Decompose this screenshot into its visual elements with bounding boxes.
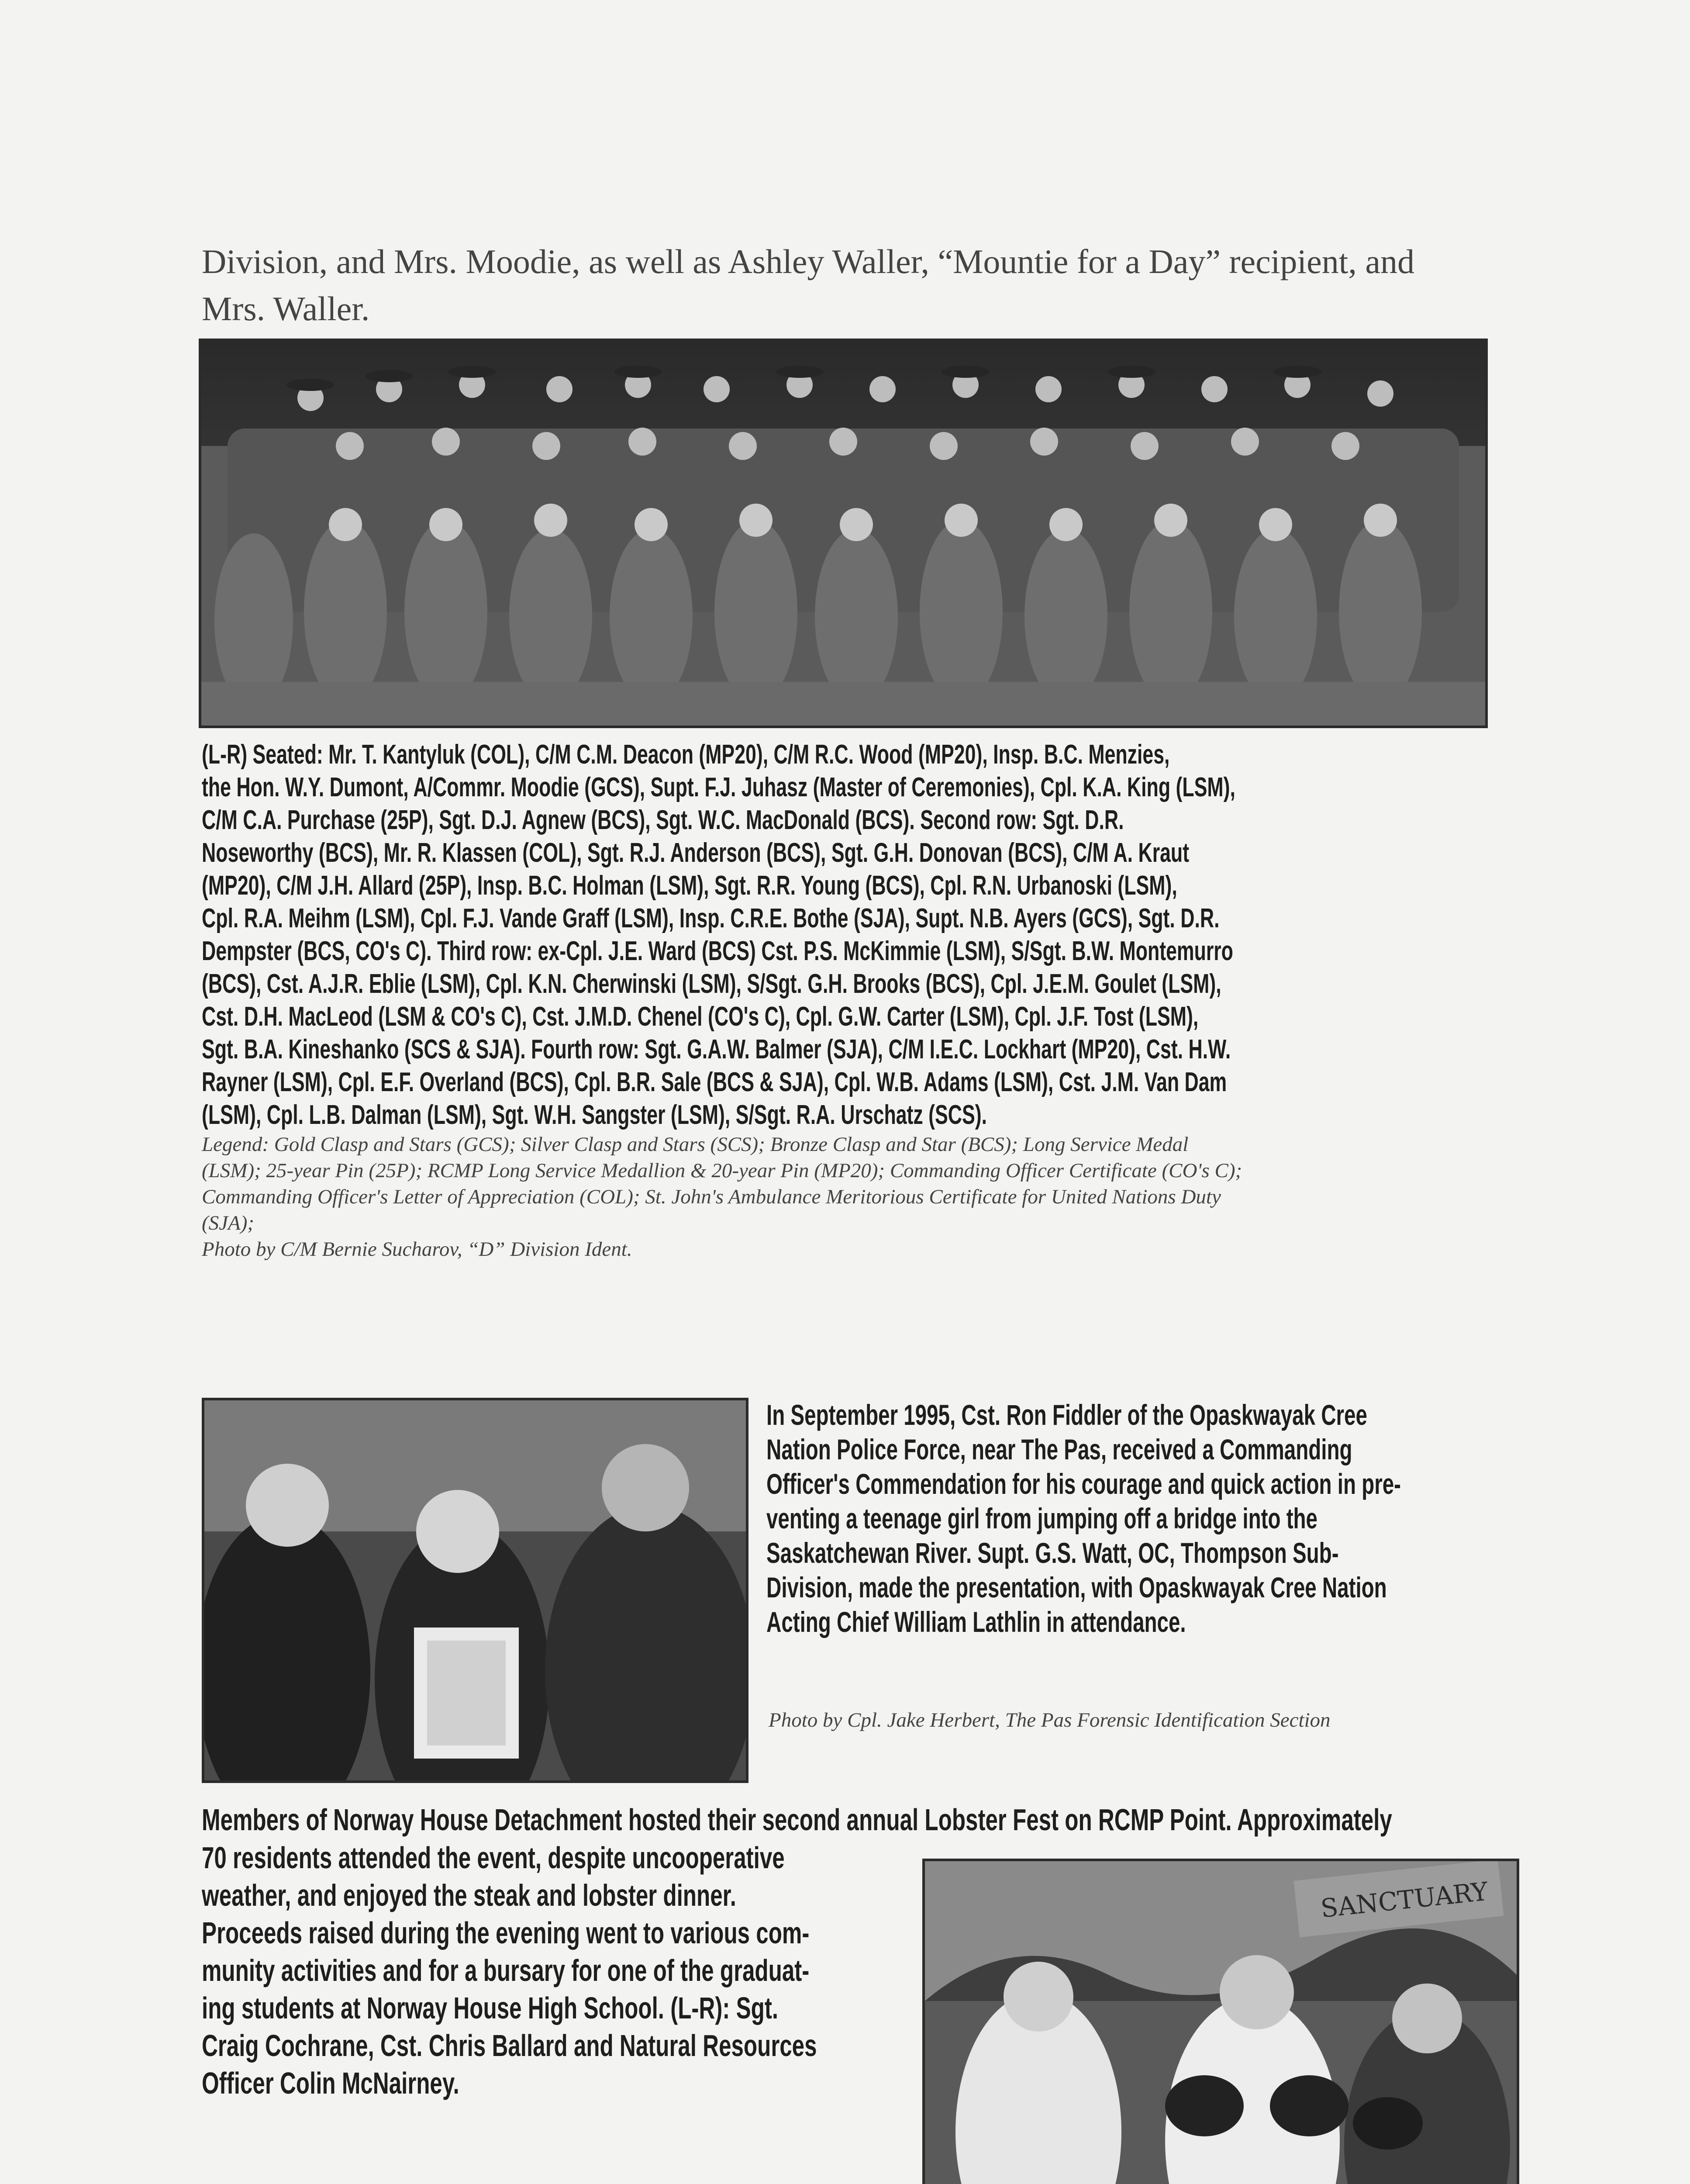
legend-line: Commanding Officer's Letter of Appreciation (COL); St. John's Ambulance Meritorious Certificate for United Nations Duty (202, 1185, 1221, 1208)
caption-line: C/M C.A. Purchase (25P), Sgt. D.J. Agnew (BCS), Sgt. W.C. MacDonald (BCS). Second row: Sgt. D.R. (202, 805, 1124, 835)
fiddler-photo (202, 1398, 748, 1783)
caption-line: (BCS), Cst. A.J.R. Eblie (LSM), Cpl. K.N. Cherwinski (LSM), S/Sgt. G.H. Brooks (BCS), Cpl. J.E.M. Goulet (LSM), (202, 969, 1221, 999)
legend-line: (SJA); (202, 1212, 255, 1234)
fiddler-line: Division, made the presentation, with Opaskwayak Cree Nation (766, 1571, 1387, 1603)
group-photo (199, 339, 1488, 728)
fiddler-line: venting a teenage girl from jumping off a bridge into the (766, 1502, 1318, 1534)
lobster-line: munity activities and for a bursary for one of the graduat- (202, 1953, 810, 1987)
legend-line: (LSM); 25-year Pin (25P); RCMP Long Service Medallion & 20-year Pin (MP20); Commanding Officer Certificate (CO's C); (202, 1159, 1242, 1182)
caption-line: (MP20), C/M J.H. Allard (25P), Insp. B.C. Holman (LSM), Sgt. R.R. Young (BCS), Cpl. R.N. Urbanoski (LSM), (202, 871, 1177, 901)
lobster-heading-line (202, 1802, 1512, 1838)
lobster-line: Officer Colin McNairney. (202, 2066, 459, 2100)
fiddler-line: In September 1995, Cst. Ron Fiddler of the Opaskwayak Cree (766, 1399, 1367, 1431)
lobster-line: Proceeds raised during the evening went to various com- (202, 1916, 810, 1950)
caption-line: Sgt. B.A. Kineshanko (SCS & SJA). Fourth row: Sgt. G.A.W. Balmer (SJA), C/M I.E.C. Lockhart (MP20), Cst. H.W. (202, 1034, 1231, 1064)
lobster-line: Members of Norway House Detachment hosted their second annual Lobster Fest on RCMP Point. Approximately (202, 1803, 1392, 1837)
intro-paragraph (202, 238, 1512, 332)
caption-line: Rayner (LSM), Cpl. E.F. Overland (BCS), Cpl. B.R. Sale (BCS & SJA), Cpl. W.B. Adams (LSM), Cst. J.M. Van Dam (202, 1067, 1227, 1097)
fiddler-line: Officer's Commendation for his courage and quick action in pre- (766, 1468, 1401, 1500)
legend-line: Legend: Gold Clasp and Stars (GCS); Silver Clasp and Stars (SCS); Bronze Clasp and Star (BCS); Long Service Medal (202, 1133, 1189, 1156)
caption-line: (LSM), Cpl. L.B. Dalman (LSM), Sgt. W.H. Sangster (LSM), S/Sgt. R.A. Urschatz (SCS). (202, 1100, 987, 1130)
sanctuary-sign-text: SANCTUARY (1319, 1876, 1490, 1924)
lobster-line: Craig Cochrane, Cst. Chris Ballard and Natural Resources (202, 2028, 817, 2063)
photo-credit: Photo by C/M Bernie Sucharov, “D” Division Ident. (202, 1238, 632, 1261)
fiddler-line: Saskatchewan River. Supt. G.S. Watt, OC, Thompson Sub- (766, 1537, 1339, 1569)
caption-line: (L-R) Seated: Mr. T. Kantyluk (COL), C/M C.M. Deacon (MP20), C/M R.C. Wood (MP20), Insp. B.C. Menzies, (202, 740, 1170, 770)
lobster-line: 70 residents attended the event, despite uncooperative (202, 1841, 785, 1875)
caption-line: Dempster (BCS, CO's C). Third row: ex-Cpl. J.E. Ward (BCS) Cst. P.S. McKimmie (LSM), S/Sgt. B.W. Montemurro (202, 936, 1233, 966)
group-caption (202, 738, 1494, 1131)
fiddler-caption (766, 1398, 1518, 1639)
caption-legend (202, 1131, 1494, 1262)
intro-line-1: Division, and Mrs. Moodie, as well as Ashley Waller, “Mountie for a Day” recipient, and (202, 242, 1414, 280)
caption-line: Noseworthy (BCS), Mr. R. Klassen (COL), Sgt. R.J. Anderson (BCS), Sgt. G.H. Donovan (BCS), C/M A. Kraut (202, 838, 1190, 868)
caption-line: Cst. D.H. MacLeod (LSM & CO's C), Cst. J.M.D. Chenel (CO's C), Cpl. G.W. Carter (LSM), Cpl. J.F. Tost (LSM), (202, 1002, 1199, 1032)
lobster-caption (202, 1839, 905, 2102)
caption-line: the Hon. W.Y. Dumont, A/Commr. Moodie (GCS), Supt. F.J. Juhasz (Master of Ceremonies), Cpl. K.A. King (LSM), (202, 772, 1235, 802)
fiddler-line: Acting Chief William Lathlin in attendance. (766, 1606, 1186, 1638)
fiddler-line: Nation Police Force, near The Pas, received a Commanding (766, 1433, 1352, 1465)
fiddler-photo-credit: Photo by Cpl. Jake Herbert, The Pas Forensic Identification Section (769, 1709, 1331, 1731)
caption-line: Cpl. R.A. Meihm (LSM), Cpl. F.J. Vande Graff (LSM), Insp. C.R.E. Bothe (SJA), Supt. N.B. Ayers (GCS), Sgt. D.R. (202, 903, 1220, 933)
lobster-line: weather, and enjoyed the steak and lobster dinner. (202, 1878, 736, 1912)
lobster-photo (922, 1859, 1519, 2184)
lobster-line: ing students at Norway House High School. (L-R): Sgt. (202, 1991, 779, 2025)
intro-line-2: Mrs. Waller. (202, 290, 370, 328)
